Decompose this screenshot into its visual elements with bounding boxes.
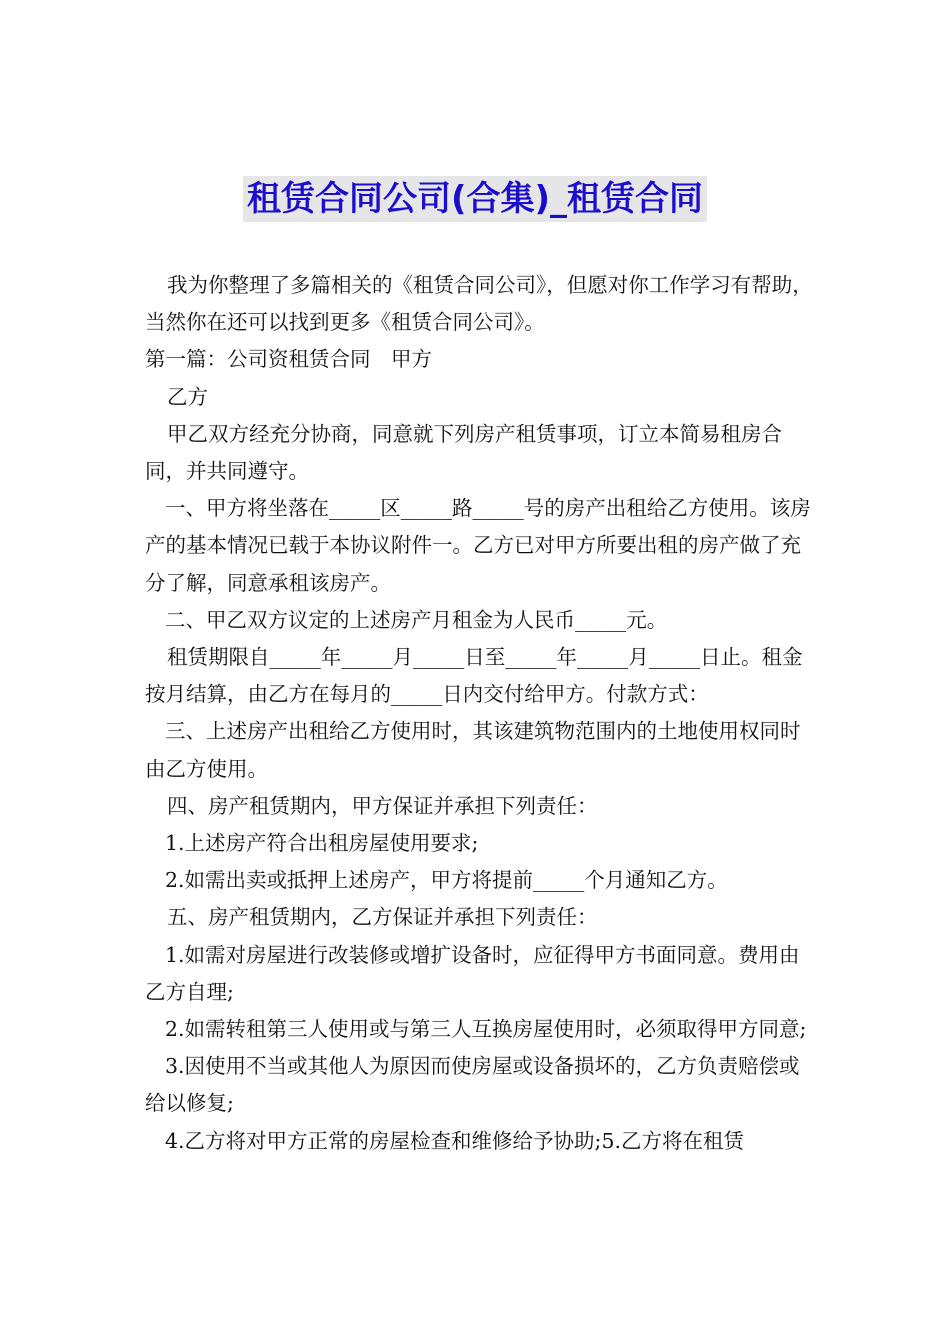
clause-5-item-3: 3.因使用不当或其他人为原因而使房屋或设备损坏的，乙方负责赔偿或给以修复;	[145, 1054, 800, 1116]
clause-5-item-2: 2.如需转租第三人使用或与第三人互换房屋使用时，必须取得甲方同意;	[165, 1017, 807, 1042]
clause-5-item-4: 4.乙方将对甲方正常的房屋检查和维修给予协助;5.乙方将在租赁	[165, 1128, 745, 1153]
clause-4-item-2: 2.如需出卖或抵押上述房产，甲方将提前_____个月通知乙方。	[165, 868, 728, 893]
clause-5: 五、房产租赁期内，乙方保证并承担下列责任：	[167, 905, 598, 930]
clause-4-item-1: 1.上述房产符合出租房屋使用要求;	[165, 831, 479, 856]
clause-2: 二、甲乙双方议定的上述房产月租金为人民币_____元。	[165, 607, 668, 632]
title-container	[0, 176, 950, 222]
party-b-line: 乙方	[167, 384, 208, 409]
document-body	[145, 267, 815, 1160]
intro-paragraph: 我为你整理了多篇相关的《租赁合同公司》，但愿对你工作学习有帮助，当然你在还可以找到更多《租赁合同公司》。	[145, 273, 813, 335]
agreement-paragraph: 甲乙双方经充分协商，同意就下列房产租赁事项，订立本简易租房合同，并共同遵守。	[145, 421, 782, 484]
clause-3: 三、上述房产出租给乙方使用时，其该建筑物范围内的土地使用权同时由乙方使用。	[145, 719, 801, 781]
document-title: 租赁合同公司(合集)_租赁合同	[243, 176, 707, 222]
section-heading-first: 第一篇：公司资租赁合同 甲方	[145, 347, 432, 372]
clause-1: 一、甲方将坐落在_____区_____路_____号的房产出租给乙方使用。该房产的基本情况已载于本协议附件一。乙方已对甲方所要出租的房产做了充分了解，同意承租该房产。	[145, 496, 811, 595]
clause-5-item-1: 1.如需对房屋进行改装修或增扩设备时，应征得甲方书面同意。费用由乙方自理;	[145, 942, 800, 1004]
lease-term-paragraph: 租赁期限自_____年_____月_____日至_____年_____月_____日止。租金按月结算，由乙方在每月的_____日内交付给甲方。付款方式：	[145, 645, 803, 707]
clause-4: 四、房产租赁期内，甲方保证并承担下列责任：	[167, 793, 598, 818]
